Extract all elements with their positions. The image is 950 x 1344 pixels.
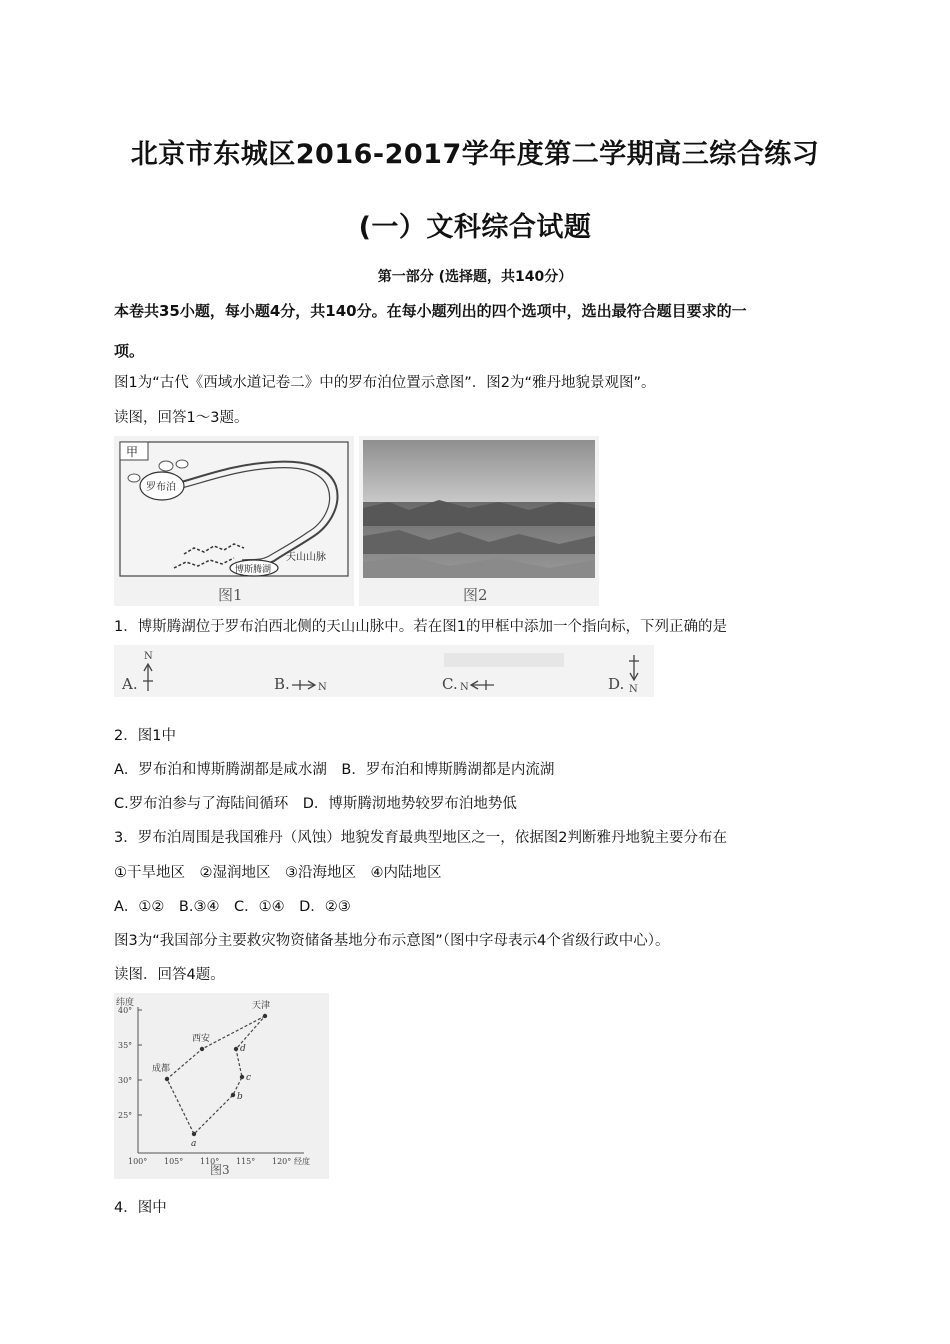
fig3-city-chengdu: 成都 bbox=[152, 1064, 171, 1074]
fig3-xlabel: 经度 bbox=[294, 1157, 310, 1166]
figure12-intro: 图1为“古代《西域水道记卷二》中的罗布泊位置示意图”．图2为“雅丹地貌景观图”。 bbox=[114, 375, 656, 391]
question-3: 3．罗布泊周围是我国雅丹（风蚀）地貌发育最典型地区之一，依据图2判断雅丹地貌主要分布在 bbox=[114, 830, 727, 846]
fig3-label-c: c bbox=[246, 1073, 252, 1083]
fig3-city-tianjin: 天津 bbox=[252, 1001, 271, 1011]
figure1-map bbox=[114, 436, 354, 606]
fig1-label-jia: 甲 bbox=[126, 445, 139, 459]
option-a-n: N bbox=[144, 651, 153, 662]
fig3-city-xian: 西安 bbox=[192, 1034, 211, 1044]
fig3-ytick-25: 25° bbox=[118, 1111, 133, 1120]
read-instruction-1-3: 读图，回答1～3题。 bbox=[114, 410, 249, 426]
fig3-xtick-110: 110° bbox=[200, 1157, 220, 1166]
figure3-intro: 图3为“我国部分主要救灾物资储备基地分布示意图”（图中字母表示4个省级行政中心）。 bbox=[114, 933, 670, 949]
question-3-items: ①干旱地区 ②湿润地区 ③沿海地区 ④内陆地区 bbox=[114, 865, 442, 881]
fig1-mountain-label: 天山山脉 bbox=[286, 552, 326, 563]
fig3-ylabel: 纬度 bbox=[116, 998, 135, 1008]
question-1-options bbox=[114, 645, 654, 697]
figure2-photo bbox=[359, 436, 599, 606]
option-a-label: A. bbox=[122, 675, 138, 693]
fig3-ytick-35: 35° bbox=[118, 1041, 133, 1050]
instructions-line1: 本卷共35小题，每小题4分，共140分。在每小题列出的四个选项中，选出最符合题目要求的一 bbox=[114, 302, 747, 320]
page-subtitle: (一）文科综合试题 bbox=[358, 212, 592, 243]
figure2-caption: 图2 bbox=[463, 586, 488, 604]
read-instruction-4: 读图．回答4题。 bbox=[114, 967, 225, 983]
option-c-n: N bbox=[460, 682, 469, 693]
option-b-label: B. bbox=[274, 675, 290, 693]
question-2: 2．图1中 bbox=[114, 728, 176, 744]
fig3-point-b bbox=[231, 1093, 235, 1097]
option-b-n: N bbox=[318, 682, 327, 693]
option-d-n: N bbox=[629, 684, 638, 695]
option-c-label: C. bbox=[442, 675, 458, 693]
question-2-options-cd: C.罗布泊参与了海陆间循环 D．博斯腾沏地势较罗布泊地势低 bbox=[114, 796, 517, 812]
fig3-xtick-105: 105° bbox=[164, 1157, 184, 1166]
option-d-label: D. bbox=[608, 675, 625, 693]
fig3-xtick-100: 100° bbox=[128, 1157, 148, 1166]
section-title: 第一部分 (选择题，共140分） bbox=[377, 269, 573, 285]
fig3-point-c bbox=[240, 1075, 244, 1079]
question-1: 1．博斯腾湖位于罗布泊西北侧的天山山脉中。若在图1的甲框中添加一个指向标，下列正确的是 bbox=[114, 619, 727, 635]
fig3-point-d bbox=[234, 1047, 238, 1051]
question-2-options-ab: A．罗布泊和博斯腾湖都是咸水湖 B．罗布泊和博斯腾湖都是内流湖 bbox=[114, 762, 555, 778]
fig1-lake-bosten: 博斯腾湖 bbox=[235, 565, 272, 575]
fig3-point-a bbox=[192, 1132, 196, 1136]
fig3-label-b: b bbox=[237, 1092, 243, 1102]
fig3-ytick-30: 30° bbox=[118, 1076, 133, 1085]
figure1-caption: 图1 bbox=[218, 586, 243, 604]
fig3-xtick-115: 115° bbox=[236, 1157, 256, 1166]
figure3-chart bbox=[114, 993, 329, 1179]
fig3-point-tianjin bbox=[263, 1014, 267, 1018]
fig1-lake-lop: 罗布泊 bbox=[146, 482, 176, 493]
fig3-label-a: a bbox=[191, 1139, 197, 1149]
fig3-label-d: d bbox=[240, 1044, 246, 1054]
fig3-ytick-40: 40° bbox=[118, 1006, 133, 1015]
fig3-point-xian bbox=[200, 1047, 204, 1051]
fig3-xtick-120: 120° bbox=[272, 1157, 292, 1166]
instructions-line2: 项。 bbox=[114, 342, 145, 360]
figure3-caption: 图3 bbox=[210, 1163, 230, 1177]
question-3-options: A．①② B.③④ C．①④ D．②③ bbox=[114, 899, 351, 915]
fig3-point-chengdu bbox=[165, 1077, 169, 1081]
question-4: 4．图中 bbox=[114, 1200, 167, 1216]
page-title: 北京市东城区2016-2017学年度第二学期高三综合练习 bbox=[130, 139, 820, 170]
